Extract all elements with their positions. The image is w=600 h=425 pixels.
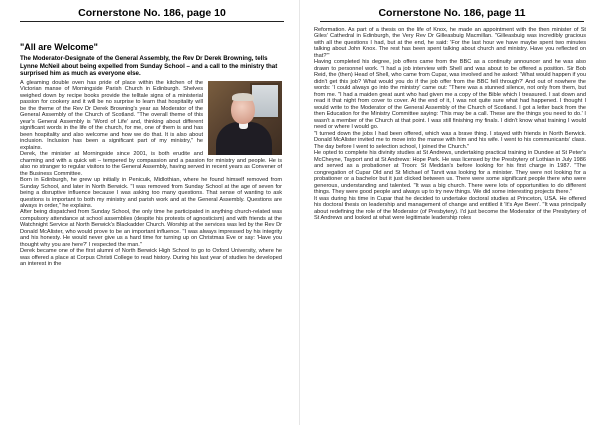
paragraph: A gleaming double oven has pride of place within the kitchen of the Victorian manse of Morningside Parish Church in Edinburgh. Shelves weighed down by recipe books provide the telltale signs of a ministerial passion for cookery and it will be no surprise to learn that hospitality will be the theme of the Rev Dr Derek Browning's year as Moderator of the General Assembly of the Church of Scotland. "The overall theme of this year's General Assembly is 'Word of Life' and, thinking about different significant words in the life of the church, for me, one of them is and has been hospitality and also welcome and how we do that. It is also about inclusion. Inclusion has been a significant part of my ministry," he explains. xyxy=(20,79,203,151)
right-page xyxy=(300,0,600,425)
article-title: "All are Welcome" xyxy=(20,42,98,52)
article-body xyxy=(314,27,586,222)
paragraph: "I turned down the jobs I had been offered, which was a brave thing. I stayed with friends in North Berwick. Donald McAlister invited me to move into the manse with him and his wife. I went to his communicants' class. The day before I went to selection school, I joined the Church." xyxy=(314,130,586,150)
article-column xyxy=(20,29,282,423)
article-column xyxy=(314,27,586,423)
paragraph: Reformation. As part of a thesis on the life of Knox, he made an appointment with the then minister of St Giles' Cathedral in Edinburgh, the Very Rev Dr Gilleasbuig Macmillan. "Gilleasbuig was incredibly gracious with all the questions I had, but at the end, he said: 'For the last hour we have maybe spent two minutes talking about John Knox. The rest has been spent talking about church and ministry. Have you reflected on that?'" xyxy=(314,27,586,59)
paragraph: Derek, the minister at Morningside since 2001, is both erudite and charming and with a quick wit – tempered by compassion and a passion for ministry and people. He is also no stranger to regular visitors to the General Assembly, having served in recent years as Convener of the Business Committee. xyxy=(20,151,283,177)
page-header: Cornerstone No. 186, page 11 xyxy=(320,4,584,22)
paragraph: It was during his time in Cupar that he decided to undertake doctoral studies at Princeton, USA. He offered his doctoral thesis on leadership and management of change and entitled it 'It's Aye Been'. "It was principally about redefining the role of the Moderator (of Presbytery). I'd just become the Moderator of the Presbytery of St Andrews and looked at what were legitimate leadership roles xyxy=(314,195,586,222)
article-body xyxy=(20,80,282,268)
portrait-hair xyxy=(232,93,254,101)
paragraph: Having completed his degree, job offers came from the BBC as a continuity announcer and he was also drawn to personnel work. "I had a job interview with Shell and was about to be offered a position. Sir Bob Reid, the (then) Head of Shell, who came from Cupar, was involved and he asked: 'What would happen if you didn't get this job? What would you do if the job offer from the BBC fell through?' And out of nowhere the words: 'I could always go into the ministry' came out: "There was a stunned silence, not only from them, but from me. "I had a maiden great aunt who had given me a copy of the Bible which I treasured. I sat down and read it that night from cover to cover. At the end of it, I was not quite sure what had happened. I thought I would write to the Moderator of the General Assembly of the Church of Scotland. I got a letter back from the then Education for the Ministry Committee saying: 'This may be a call. These are the things you need to do.' I wasn't a member of the Church at that point. I was still finishing my finals. I didn't know what training I would need or where I would go. xyxy=(314,59,586,131)
portrait-photo xyxy=(208,81,282,155)
paragraph: He opted to complete his divinity studies at St Andrews, undertaking practical training in Dundee at St Peter's McCheyne, Tayport and at St Andrews: Hope Park. He was licensed by the Presbytery of Lothian in July 1986 and served as a probationer at Troon: St Meddan's before looking for his first charge in 1987. "The congregation of Cupar Old and St Michael of Tarvit was looking for a minister. They were not looking for a probationer or a bachelor but it just clicked between us. There were some significant people there who were generous, understanding and talented. "It was a big church. There were lots of opportunities to do different things. They were good people and always up to try new things. We did some interesting projects there." xyxy=(314,150,586,196)
page-header: Cornerstone No. 186, page 10 xyxy=(20,4,284,22)
paragraph: Born in Edinburgh, he grew up initially in Penicuik, Midlothian, where he found himself removed from Sunday School, and later in North Berwick. "I was removed from Sunday School at the age of seven for being a disruptive influence because I was asking too many questions. That sense of wanting to ask questions is important to both my ministry and parish work and at the General Assembly. Questions are always in order," he explains. xyxy=(20,177,282,209)
article-standfirst: The Moderator-Designate of the General Assembly, the Rev Dr Derek Browning, tells Lynne McNeil about being expelled from Sunday School – and a call to the ministry that surprised him as much as everyone else. xyxy=(20,55,278,78)
paragraph: Derek became one of the first alumni of North Berwick High School to go to Oxford University, where he was offered a place at Corpus Christi College to read history. During his last year of studies he developed an interest in the xyxy=(20,248,282,268)
paragraph: After being dispatched from Sunday School, the only time he participated in anything church-related was compulsory attendance at school assemblies (despite his protests of agnosticism) and with friends at the Watchnight Service at North Berwick's Blackadder Church. Worship at the services was led by the Rev Dr Donald McAlister, who would prove to be an important influence. "I was always impressed by his integrity and his honesty. He would never give us a hard time for turning up on Christmas Eve or say: 'Have you thought why you are here?' I respected the man." xyxy=(20,209,282,248)
